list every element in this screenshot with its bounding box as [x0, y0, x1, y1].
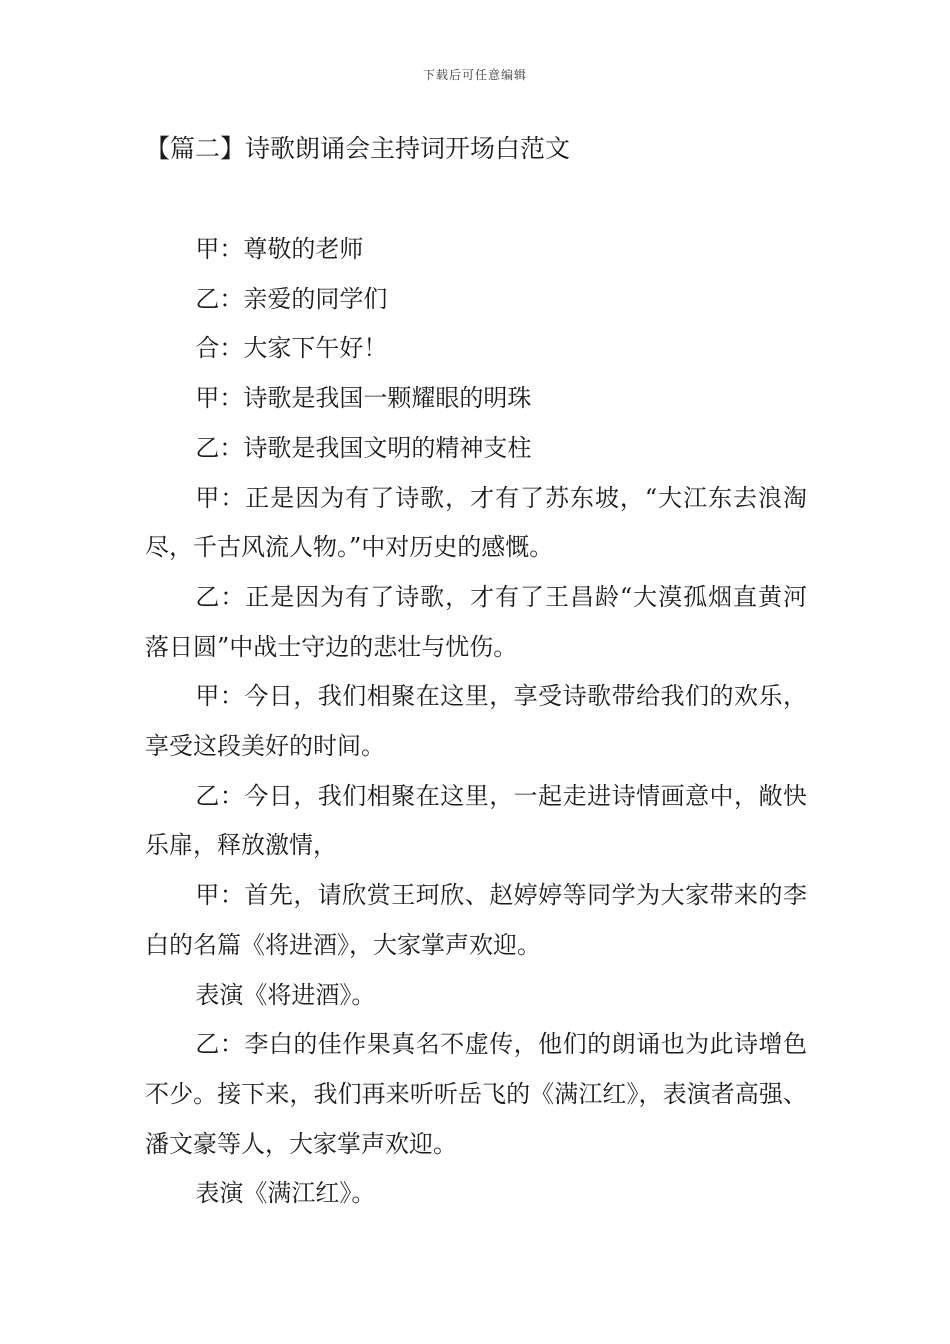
paragraph: 合：大家下午好！ — [195, 334, 388, 363]
paragraph: 乙：正是因为有了诗歌，才有了王昌龄“大漠孤烟直黄河落日圆”中战士守边的悲壮与忧伤。 — [145, 582, 807, 661]
header-note: 下载后可任意编辑 — [422, 68, 527, 82]
document-body — [145, 225, 807, 1219]
paragraph: 甲：诗歌是我国一颗耀眼的明珠 — [195, 384, 532, 413]
paragraph: 乙：今日，我们相聚在这里，一起走进诗情画意中，敞快乐扉，释放激情， — [145, 781, 807, 860]
paragraph: 甲：首先，请欣赏王珂欣、赵婷婷等同学为大家带来的李白的名篇《将进酒》，大家掌声欢迎。 — [145, 881, 807, 959]
paragraph: 甲：今日，我们相聚在这里，享受诗歌带给我们的欢乐，享受这段美好的时间。 — [145, 682, 807, 761]
paragraph: 表演《满江红》。 — [195, 1179, 376, 1208]
paragraph: 甲：尊敬的老师 — [195, 235, 364, 263]
document-title: 【篇二】诗歌朗诵会主持词开场白范文 — [145, 134, 571, 163]
paragraph: 乙：李白的佳作果真名不虚传，他们的朗诵也为此诗增色不少。接下来，我们再来听听岳飞的《满江红》，表演者高强、潘文豪等人，大家掌声欢迎。 — [145, 1030, 807, 1158]
paragraph: 甲：正是因为有了诗歌，才有了苏东坡，“大江东去浪淘尽，千古风流人物。”中对历史的感慨。 — [145, 483, 807, 562]
paragraph: 乙：亲爱的同学们 — [195, 284, 388, 313]
paragraph: 乙：诗歌是我国文明的精神支柱 — [195, 433, 532, 462]
paragraph: 表演《将进酒》。 — [195, 980, 376, 1009]
